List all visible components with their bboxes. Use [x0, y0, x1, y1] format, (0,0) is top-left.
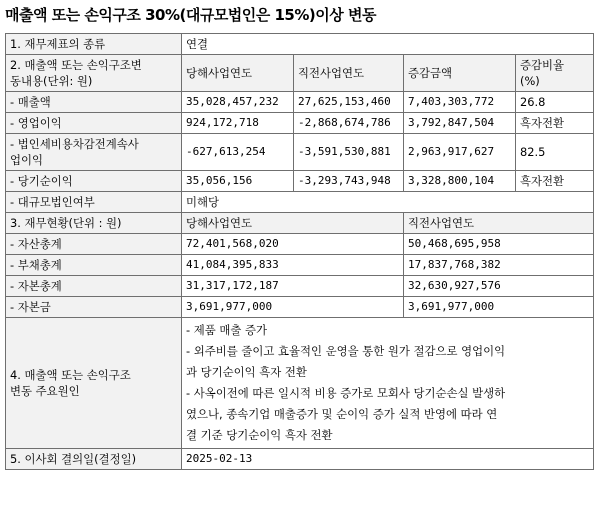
- prior-value: -3,293,743,948: [294, 171, 404, 192]
- large-corp-label: - 대규모법인여부: [6, 192, 182, 213]
- current-value: 31,317,172,187: [182, 276, 404, 297]
- s3-col-current-year: 당해사업연도: [182, 213, 404, 234]
- prior-value: -2,868,674,786: [294, 113, 404, 134]
- prior-value: 27,625,153,460: [294, 92, 404, 113]
- table-row: [6, 234, 594, 255]
- current-value: 3,691,977,000: [182, 297, 404, 318]
- row-label: - 자본총계: [6, 276, 182, 297]
- page-title: 매출액 또는 손익구조 30%(대규모법인은 15%)이상 변동: [5, 6, 376, 24]
- row-label: - 자산총계: [6, 234, 182, 255]
- current-value: 924,172,718: [182, 113, 294, 134]
- table-row: [6, 276, 594, 297]
- change-value: 3,328,800,104: [404, 171, 516, 192]
- table-row: [6, 192, 594, 213]
- fs-type-label: 1. 재무제표의 종류: [6, 34, 182, 55]
- board-date-value: 2025-02-13: [182, 449, 594, 470]
- table-row: [6, 55, 594, 92]
- change-value: 2,963,917,627: [404, 134, 516, 171]
- ratio-value: 26.8: [516, 92, 594, 113]
- section3-label: 3. 재무현황(단위 : 원): [6, 213, 182, 234]
- table-row: [6, 297, 594, 318]
- row-label: - 영업이익: [6, 113, 182, 134]
- table-row: [6, 255, 594, 276]
- row-label: - 법인세비용차감전계속사 업이익: [6, 134, 182, 171]
- row-label: - 부채총계: [6, 255, 182, 276]
- current-value: 35,028,457,232: [182, 92, 294, 113]
- change-value: 7,403,303,772: [404, 92, 516, 113]
- table-row: [6, 92, 594, 113]
- fs-type-value: 연결: [182, 34, 594, 55]
- current-value: 41,084,395,833: [182, 255, 404, 276]
- prior-value: 3,691,977,000: [404, 297, 594, 318]
- current-value: 35,056,156: [182, 171, 294, 192]
- ratio-value: 흑자전환: [516, 171, 594, 192]
- col-prior-year: 직전사업연도: [294, 55, 404, 92]
- reason-text: - 제품 매출 증가 - 외주비를 줄이고 효율적인 운영을 통한 원가 절감으로 영업이익 과 당기순이익 흑자 전환 - 사옥이전에 따른 일시적 비용 증가로 모회사 당기순손실 발생하 였으나, 종속기업 매출증가 및 순이익 증가 실적 반영에 따라 연 결 기준 당기순이익 흑자 전환: [182, 318, 594, 449]
- col-current-year: 당해사업연도: [182, 55, 294, 92]
- table-row: [6, 34, 594, 55]
- prior-value: -3,591,530,881: [294, 134, 404, 171]
- row-label: - 당기순이익: [6, 171, 182, 192]
- ratio-value: 82.5: [516, 134, 594, 171]
- col-change-ratio: 증감비율 (%): [516, 55, 594, 92]
- disclosure-table: [5, 33, 594, 470]
- row-label: - 자본금: [6, 297, 182, 318]
- prior-value: 50,468,695,958: [404, 234, 594, 255]
- prior-value: 32,630,927,576: [404, 276, 594, 297]
- ratio-value: 흑자전환: [516, 113, 594, 134]
- prior-value: 17,837,768,382: [404, 255, 594, 276]
- table-row: [6, 318, 594, 449]
- table-row: [6, 449, 594, 470]
- row-label: - 매출액: [6, 92, 182, 113]
- table-row: [6, 213, 594, 234]
- current-value: 72,401,568,020: [182, 234, 404, 255]
- s3-col-prior-year: 직전사업연도: [404, 213, 594, 234]
- reason-label: 4. 매출액 또는 손익구조 변동 주요원인: [6, 318, 182, 449]
- change-value: 3,792,847,504: [404, 113, 516, 134]
- section2-label: 2. 매출액 또는 손익구조변 동내용(단위: 원): [6, 55, 182, 92]
- table-row: [6, 171, 594, 192]
- table-row: [6, 113, 594, 134]
- current-value: -627,613,254: [182, 134, 294, 171]
- table-row: [6, 134, 594, 171]
- board-date-label: 5. 이사회 결의일(결정일): [6, 449, 182, 470]
- large-corp-value: 미해당: [182, 192, 594, 213]
- col-change-amount: 증감금액: [404, 55, 516, 92]
